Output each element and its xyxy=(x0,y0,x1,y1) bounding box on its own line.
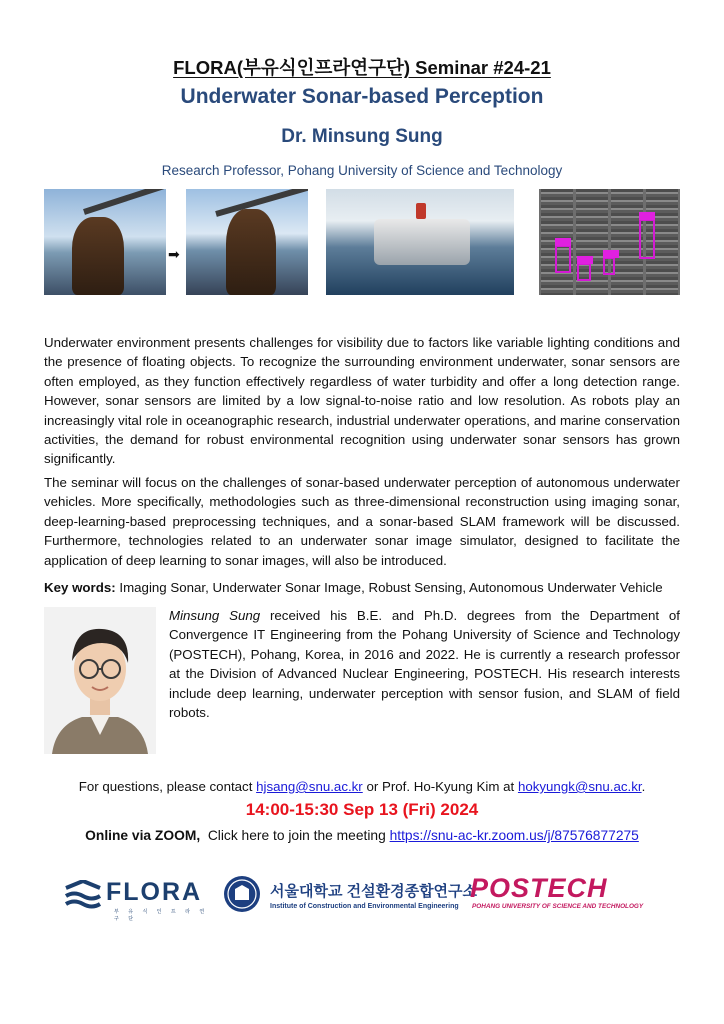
flora-logo xyxy=(64,870,214,922)
postech-subtitle: POHANG UNIVERSITY OF SCIENCE AND TECHNOLOGY xyxy=(472,903,644,910)
seminar-series-title: FLORA(부유식인프라연구단) Seminar #24-21 xyxy=(173,57,551,78)
contact-middle: or Prof. Ho-Kyung Kim at xyxy=(362,779,518,794)
zoom-line xyxy=(0,828,724,843)
detection-box xyxy=(639,219,655,259)
bio-name: Minsung Sung xyxy=(169,608,261,623)
bio-text: received his B.E. and Ph.D. degrees from the Department of Convergence IT Engineering from the Pohang University of Science and Technology (POSTECH), Pohang, Korea, in 2016 and 2022. He is currently a research professor at the Division of Advanced Nuclear Engineering, POSTECH. His research interests include deep learning, underwater perception with sensor fusion, and SLAM of field robots. xyxy=(169,608,680,721)
detection-box xyxy=(603,257,615,275)
keywords-label: Key words: xyxy=(44,580,116,595)
snu-institute-korean: 서울대학교 건설환경종합연구소 xyxy=(270,883,478,900)
underwater-robot-photo xyxy=(326,189,514,295)
zoom-meeting-link[interactable]: https://snu-ac-kr.zoom.us/j/87576877275 xyxy=(389,828,639,843)
robot-beacon xyxy=(416,203,426,219)
speaker-portrait xyxy=(44,607,156,754)
flora-wave-icon xyxy=(64,880,102,910)
speaker-name: Dr. Minsung Sung xyxy=(281,126,443,147)
underwater-vehicle xyxy=(374,219,470,265)
seminar-datetime: 14:00-15:30 Sep 13 (Fri) 2024 xyxy=(245,800,479,819)
contact-suffix: . xyxy=(641,779,646,794)
keywords-text: Imaging Sonar, Underwater Sonar Image, Robust Sensing, Autonomous Underwater Vehicle xyxy=(115,580,663,595)
flora-subtitle: 부 유 식 인 프 라 연 구 단 xyxy=(114,909,209,922)
snu-logo xyxy=(220,870,478,918)
snu-seal-icon xyxy=(224,876,260,912)
speaker-affiliation: Research Professor, Pohang University of Science and Technology xyxy=(161,163,563,178)
detection-box xyxy=(577,263,591,281)
fishing-net-photo-1 xyxy=(44,189,166,295)
zoom-label: Online via ZOOM, xyxy=(85,828,201,843)
right-arrow-icon: ➡ xyxy=(168,246,180,262)
snu-institute-english: Institute of Construction and Environmental Engineering xyxy=(270,903,459,910)
zoom-text: Click here to join the meeting xyxy=(200,828,390,843)
contact-prefix: For questions, please contact xyxy=(78,779,257,794)
detection-box xyxy=(555,245,571,273)
postech-wordmark: POSTECH xyxy=(470,873,608,903)
fishing-net xyxy=(226,209,276,295)
crane-arm xyxy=(83,189,166,215)
postech-logo xyxy=(470,870,666,918)
fishing-net xyxy=(72,217,124,295)
flora-wordmark: FLORA xyxy=(106,878,203,906)
email-link-hjsang[interactable]: hjsang@snu.ac.kr xyxy=(256,779,363,794)
contact-line xyxy=(0,779,724,794)
keywords xyxy=(44,578,680,597)
abstract-paragraph: Underwater environment presents challenges for visibility due to factors like variable lighting conditions and the presence of floating objects. To recognize the surrounding environment underwater, sonar sensors are often employed, as they function effectively regardless of water turbidity and offer a long detection range. However, sonar sensors are limited by a low signal-to-noise ratio and low resolution. As robots play an increasingly vital role in oceanographic research, industrial underwater operations, and marine conservation activities, the demand for robust environmental recognition using underwater sonar sensors has grown significantly. xyxy=(44,335,680,467)
talk-title: Underwater Sonar-based Perception xyxy=(180,85,544,108)
abstract-paragraph: The seminar will focus on the challenges of sonar-based underwater perception of autonomous underwater vehicles. More specifically, methodologies such as three-dimensional reconstruction using imaging sonar, deep-learning-based preprocessing techniques, and a sonar-based SLAM framework will be discussed. Furthermore, technologies related to an underwater sonar image simulator, designed to facilitate the application of deep learning to sonar images, will also be introduced. xyxy=(44,475,680,568)
speaker-bio xyxy=(169,606,680,722)
portrait-illustration xyxy=(44,607,156,754)
email-link-hokyungk[interactable]: hokyungk@snu.ac.kr xyxy=(517,779,642,794)
fishing-net-photo-2 xyxy=(186,189,308,295)
sonar-detection-image xyxy=(539,189,680,295)
